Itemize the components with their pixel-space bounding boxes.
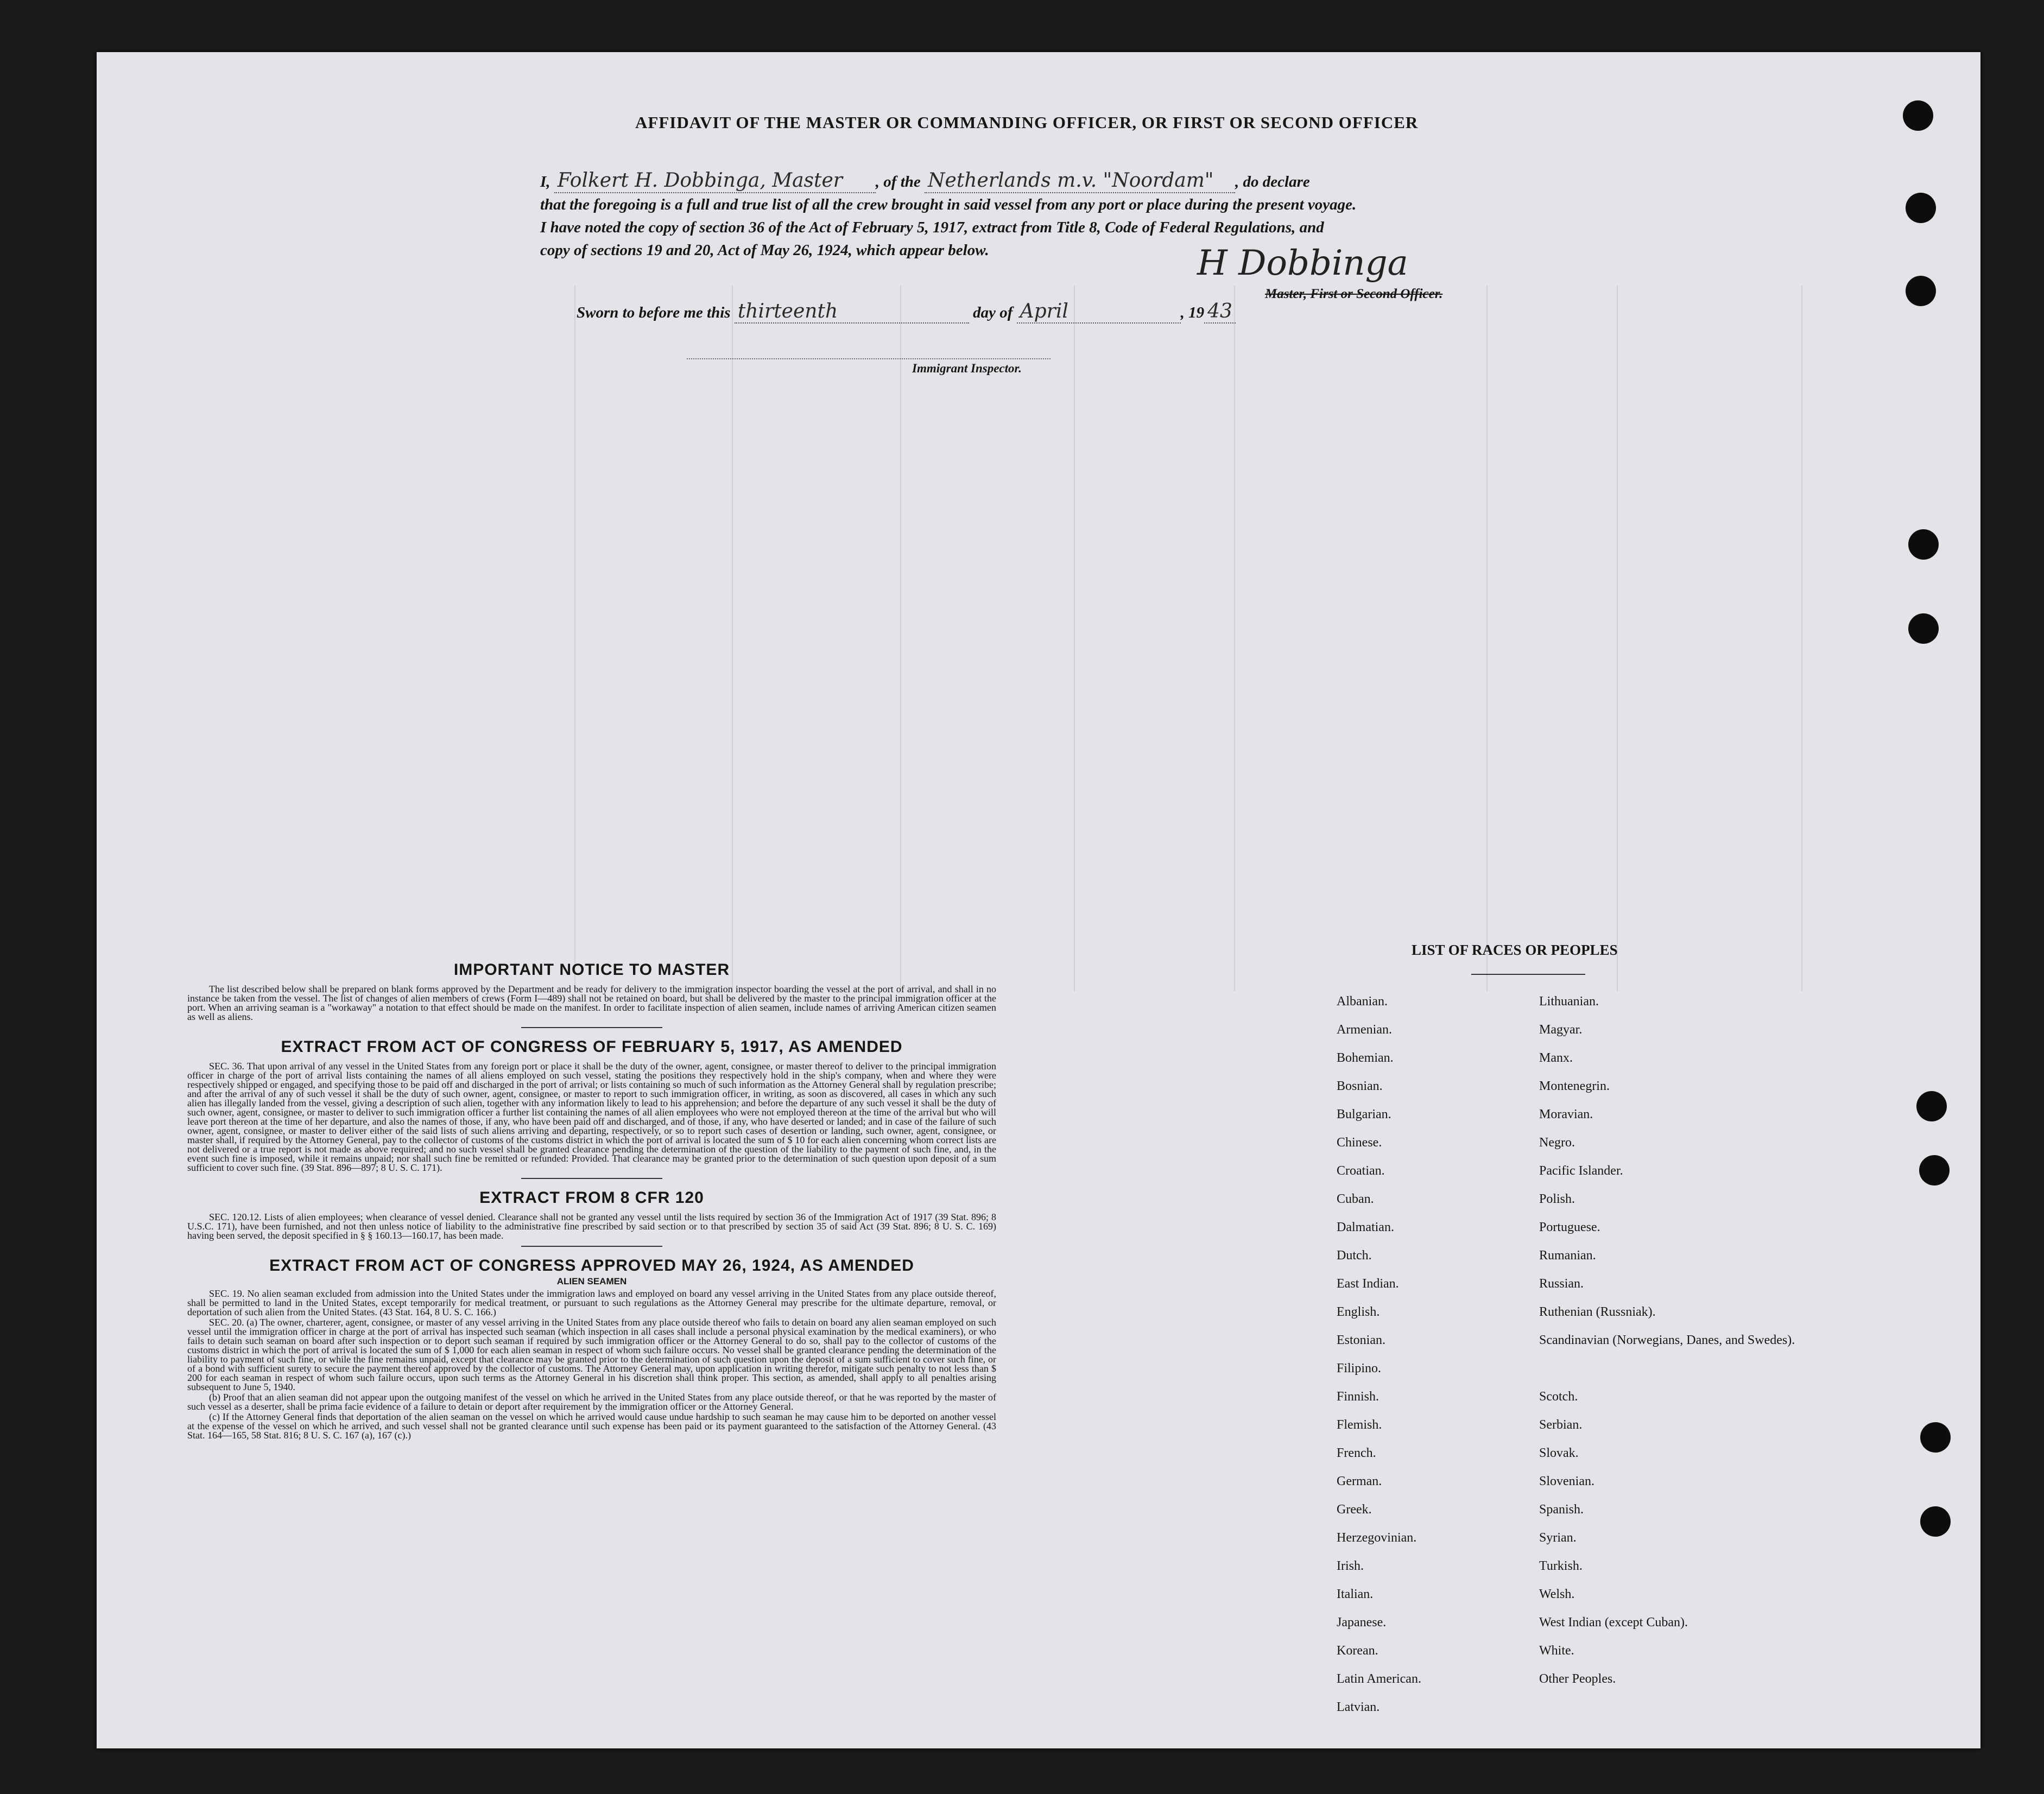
faint-column-rule [900, 286, 901, 991]
race-item: White. [1539, 1644, 1574, 1658]
race-item: Other Peoples. [1539, 1672, 1616, 1686]
sec-20a-text: SEC. 20. (a) The owner, charterer, agent, consignee, or master of any vessel arriving in the United States from any place outside thereof who fails to detain on board any alien seaman employed on such vessel until the immigration officer in charge at the port of arrival has inspected such seaman (which inspection in all cases shall include a personal physical examination by the medical examiners), or who fails to detain such seaman on board after such inspection or to deport such seaman if required by such immigration officer or the Attorney General to do so, shall pay to the collector of customs of the customs district in which the port of arrival is located the sum of $ 1,000 for each alien seaman in respect of whom such failure occurs. No vessel shall be granted clearance pending the determination of the liability to payment of such fine, or while the fine remains unpaid, except that clearance may be granted prior to the determination of such question upon the deposit of a sum sufficient to cover such fine, or of a bond with sufficient surety to secure the payment thereof approved by the collector of customs. The Attorney General may, upon application in writing therefor, mitigate such penalty to not less than $ 200 for each seaman in respect of whom such failure occurs, upon such terms as the Attorney General in his discretion shall think proper. This section, as amended, shall apply to all penalties arising subsequent to June 5, 1940. [187, 1317, 996, 1392]
race-item: Portuguese. [1539, 1220, 1600, 1234]
faint-column-rule [1617, 286, 1618, 991]
vessel-name-field: Netherlands m.v. "Noordam" [925, 169, 1235, 193]
race-item: Negro. [1539, 1136, 1575, 1150]
race-item: Finnish. [1337, 1390, 1379, 1404]
punch-hole-icon [1920, 1422, 1951, 1453]
race-item: Serbian. [1539, 1418, 1583, 1432]
signature-role: Master, First or Second Officer. [1265, 287, 1443, 301]
race-item: English. [1337, 1305, 1380, 1319]
affidavit-prefix: I, [540, 173, 550, 191]
sworn-line [577, 300, 1236, 324]
faint-column-rule [1074, 286, 1075, 991]
sec-19-text: SEC. 19. No alien seaman excluded from admission into the United States under the immigration laws and employed on board any vessel arriving in the United States from any place outside thereof, shall be permitted to land in the United States, except temporarily for medical treatment, or pursuant to such regulations as the Attorney General may prescribe for the ultimate departure, removal, or deportation of such alien from the United States. (43 Stat. 164, 8 U. S. C. 166.) [187, 1288, 996, 1317]
race-item: Croatian. [1337, 1164, 1385, 1178]
punch-hole-icon [1906, 193, 1936, 223]
race-item: West Indian (except Cuban). [1539, 1615, 1688, 1630]
notice-title: IMPORTANT NOTICE TO MASTER [453, 961, 730, 979]
inspector-label: Immigrant Inspector. [912, 362, 1022, 375]
race-item: Bohemian. [1337, 1051, 1394, 1065]
race-item: Latvian. [1337, 1700, 1380, 1714]
race-item: Slovak. [1539, 1446, 1579, 1460]
divider [521, 1027, 662, 1028]
race-item: Dutch. [1337, 1248, 1372, 1263]
race-item: Magyar. [1539, 1023, 1583, 1037]
master-signature: H Dobbinga [1197, 243, 1408, 283]
race-item: Albanian. [1337, 994, 1388, 1009]
day-of-label: day of [973, 304, 1013, 321]
notice-text: The list described below shall be prepared on blank forms approved by the Department and be ready for delivery to the immigration inspector boarding the vessel at the port of arrival, and shall in no instance be taken from the vessel. The list of changes of alien members of crews (Form I—489) shall not be retained on board, but shall be delivered by the master to the principal immigration officer at the port. When an arriving seaman is a "workaway" a notation to that effect should be made on the manifest. In order to facilitate inspection of alien seamen, include names of arriving American citizen seamen as well as aliens. [187, 984, 996, 1022]
race-item: East Indian. [1337, 1277, 1399, 1291]
race-item: Scotch. [1539, 1390, 1578, 1404]
year-prefix: , 19 [1180, 304, 1205, 321]
punch-hole-icon [1908, 613, 1939, 644]
divider [521, 1178, 662, 1179]
races-title: LIST OF RACES OR PEOPLES [1412, 942, 1618, 958]
race-item: Bulgarian. [1337, 1107, 1391, 1121]
sec-20b-text: (b) Proof that an alien seaman did not appear upon the outgoing manifest of the vessel on which he arrived in the United States from any place outside thereof, or that he was reported by the master of such vessel as a deserter, shall be prima facie evidence of a failure to detain or deport after requirement by the immigration officer or the Attorney General. [187, 1392, 996, 1412]
sworn-prefix: Sworn to before me this [577, 304, 731, 321]
affidavit-title: AFFIDAVIT OF THE MASTER OR COMMANDING OFFICER, OR FIRST OR SECOND OFFICER [635, 113, 1419, 132]
act-1917-title: EXTRACT FROM ACT OF CONGRESS OF FEBRUARY 5, 1917, AS AMENDED [281, 1038, 903, 1056]
punch-hole-icon [1919, 1155, 1950, 1186]
faint-column-rule [574, 286, 575, 991]
race-item: Pacific Islander. [1539, 1164, 1623, 1178]
faint-column-rule [1486, 286, 1488, 991]
race-item: Manx. [1539, 1051, 1573, 1065]
inspector-signature-line [687, 358, 1051, 359]
race-item: Filipino. [1337, 1361, 1382, 1375]
affidavit-line: that the foregoing is a full and true list of all the crew brought in said vessel from any port or place during the present voyage. [540, 196, 1357, 213]
punch-hole-icon [1903, 100, 1933, 131]
race-item: French. [1337, 1446, 1376, 1460]
race-item: Cuban. [1337, 1192, 1374, 1206]
races-column-1 [1337, 993, 1421, 1727]
cfr-title: EXTRACT FROM 8 CFR 120 [479, 1189, 704, 1207]
sworn-month-field: April [1017, 300, 1181, 324]
race-item: Chinese. [1337, 1136, 1382, 1150]
race-item: Italian. [1337, 1587, 1374, 1601]
affidavit-line: I have noted the copy of section 36 of the Act of February 5, 1917, extract from Title 8, Code of Federal Regulations, and [540, 219, 1324, 236]
punch-hole-icon [1916, 1091, 1947, 1121]
race-item: Dalmatian. [1337, 1220, 1394, 1234]
punch-hole-icon [1908, 529, 1939, 560]
races-title-rule [1471, 974, 1585, 975]
act-1917-text: SEC. 36. That upon arrival of any vessel in the United States from any foreign port or place it shall be the duty of the owner, agent, consignee, or master thereof to deliver to the principal immigration officer in charge of the port of arrival lists containing the names of all aliens employed on such vessel, stating the positions they respectively hold in the ship's company, when and where they were respectively shipped or engaged, and specifying those to be paid off and discharged in the port of arrival; or lists containing so much of such information as the Attorney General shall by regulation prescribe; and after the arrival of any of such vessel it shall be the duty of such owner, agent, consignee, or master to report to such immigration officer, in writing, as soon as discovered, all cases in which any such alien has illegally landed from the vessel, giving a description of such alien, together with any information likely to lead to his apprehension; and before the departure of any such vessel it shall be the duty of such owner, agent, consignee, or master to deliver to such immigration officer a further list containing the names of all alien employees who were not employed thereon at the time of the arrival but who will leave port thereon at the time of her departure, and also the names of those, if any, who have been paid off and discharged, and of those, if any, who have deserted or landed; and in case of the failure of such owner, agent, consignee, or master to deliver either of the said lists of such aliens arriving and departing, respectively, or so to report such cases of desertion or landing, such owner, agent, consignee, or master shall, if required by the Attorney General, pay to the collector of customs of the customs district in which the port of arrival is located the sum of $ 10 for each alien concerning whom correct lists are not delivered or a true report is not made as above required; and no such vessel shall be granted clearance pending the determination of the question of the liability to the payment of such fine, and, in the event such fine is imposed, while it remains unpaid; nor shall such fine be remitted or refunded: Provided. That clearance may be granted prior to the determination of such question upon deposit of a sum sufficient to cover such fine. (39 Stat. 896—897; 8 U. S. C. 171). [187, 1061, 996, 1173]
race-item: Japanese. [1337, 1615, 1387, 1630]
race-item: Herzegovinian. [1337, 1531, 1417, 1545]
race-item: Russian. [1539, 1277, 1584, 1291]
race-item: Polish. [1539, 1192, 1575, 1206]
act-1924-title: EXTRACT FROM ACT OF CONGRESS APPROVED MAY 26, 1924, AS AMENDED [269, 1257, 914, 1275]
faint-column-rule [1234, 286, 1235, 991]
sworn-year-field: 43 [1204, 300, 1236, 324]
race-item: Syrian. [1539, 1531, 1577, 1545]
race-item: Estonian. [1337, 1333, 1385, 1347]
faint-column-rule [1801, 286, 1802, 991]
race-item: Irish. [1337, 1559, 1364, 1573]
race-item: German. [1337, 1474, 1382, 1488]
punch-hole-icon [1920, 1506, 1951, 1537]
race-item: Latin American. [1337, 1672, 1421, 1686]
sec-20c-text: (c) If the Attorney General finds that deportation of the alien seaman on the vessel on which he arrived would cause undue hardship to such seaman he may cause him to be deported on another vessel at the expense of the vessel on which he arrived, and such vessel shall not be granted clearance until such expense has been paid or its payment guaranteed to the satisfaction of the Attorney General. (43 Stat. 164—165, 58 Stat. 816; 8 U. S. C. 167 (a), 167 (c).) [187, 1411, 996, 1441]
punch-hole-icon [1906, 276, 1936, 306]
sworn-day-field: thirteenth [735, 300, 969, 324]
race-item: Korean. [1337, 1644, 1378, 1658]
faint-column-rule [732, 286, 733, 991]
race-item: Scandinavian (Norwegians, Danes, and Swedes). [1539, 1333, 1795, 1347]
divider [521, 1246, 662, 1247]
race-item: Slovenian. [1539, 1474, 1594, 1488]
races-column-2 [1539, 993, 1795, 1699]
race-item: Spanish. [1539, 1503, 1584, 1517]
race-item: Flemish. [1337, 1418, 1382, 1432]
act-1924-subtitle: ALIEN SEAMEN [556, 1276, 627, 1286]
affidavit-line: copy of sections 19 and 20, Act of May 26, 1924, which appear below. [540, 242, 989, 259]
do-declare-label: , do declare [1235, 173, 1310, 191]
race-item: Armenian. [1337, 1023, 1392, 1037]
race-item: Rumanian. [1539, 1248, 1596, 1263]
race-item: Montenegrin. [1539, 1079, 1610, 1093]
race-item: Welsh. [1539, 1587, 1575, 1601]
race-item: Moravian. [1539, 1107, 1593, 1121]
race-item [1539, 1360, 1795, 1389]
master-name-field: Folkert H. Dobbinga, Master [554, 169, 876, 193]
legal-notice [187, 961, 996, 1441]
race-item: Ruthenian (Russniak). [1539, 1305, 1656, 1319]
race-item: Greek. [1337, 1503, 1372, 1517]
race-item: Lithuanian. [1539, 994, 1599, 1009]
race-item: Bosnian. [1337, 1079, 1383, 1093]
race-item: Turkish. [1539, 1559, 1583, 1573]
of-the-label: , of the [875, 173, 921, 191]
cfr-text: SEC. 120.12. Lists of alien employees; when clearance of vessel denied. Clearance shall not be granted any vessel until the lists required by section 36 of the Immigration Act of 1917 (39 Stat. 896; 8 U.S.C. 171), have been furnished, and not then unless notice of liability to the administrative fine prescribed by said section or to that prescribed by section 35 of said Act (39 Stat. 896; 8 U. S. C. 169) having been served, the deposit specified in § § 160.13—160.17, has been made. [187, 1212, 996, 1241]
